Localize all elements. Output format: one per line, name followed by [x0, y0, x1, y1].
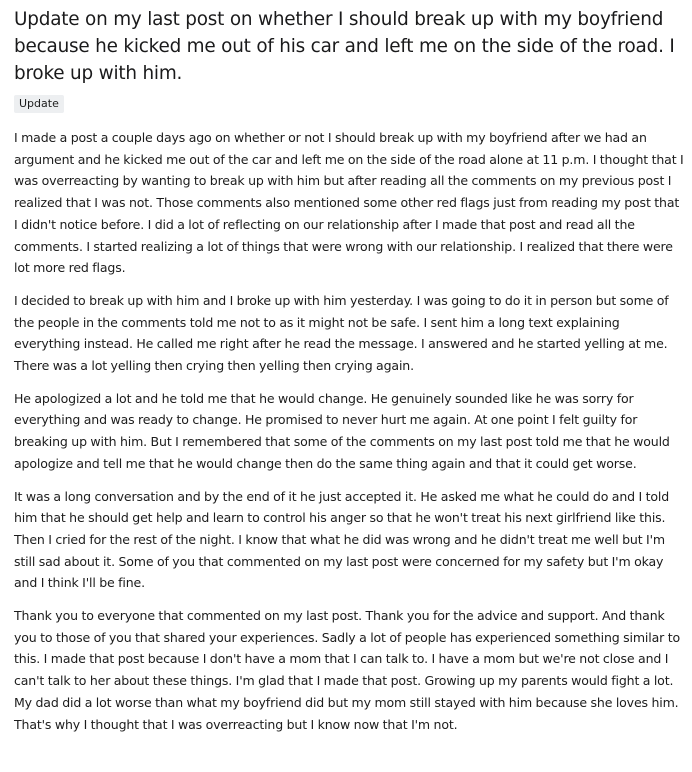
post-paragraph-1: I made a post a couple days ago on whether or not I should break up with my boyfriend after we had an argument and he kicked me out of the car and left me on the side of the road alone at 11 p.m. I thought that I was overreacting by wanting to break up with him but after reading all the comments on my previous post I realized that I was not. Those comments also mentioned some other red flags just from reading my post that I didn't notice before. I did a lot of reflecting on our relationship after I made that post and read all the comments. I started realizing a lot of things that were wrong with our relationship. I realized that there were lot more red flags.: [14, 130, 684, 276]
post-paragraph-2: I decided to break up with him and I broke up with him yesterday. I was going to do it in person but some of the people in the comments told me not to as it might not be safe. I sent him a long text explaining everything instead. He called me right after he read the message. I answered and he started yelling at me. There was a lot yelling then crying then yelling then crying again.: [14, 292, 669, 374]
post-paragraph-5: Thank you to everyone that commented on my last post. Thank you for the advice and support. And thank you to those of you that shared your experiences. Sadly a lot of people has experienced something similar to this. I made that post because I don't have a mom that I can talk to. I have a mom but we're not close and I can't talk to her about these things. I'm glad that I made that post. Growing up my parents would fight a lot. My dad did a lot worse than what my boyfriend did but my mom still stayed with him because she loves him. That's why I thought that I was overreacting but I know now that I'm not.: [14, 608, 680, 732]
post-body: [14, 127, 684, 735]
post-flair-update[interactable]: Update: [14, 95, 64, 113]
post-title[interactable]: Update on my last post on whether I should break up with my boyfriend because he kicked me out of his car and left me on the side of the road. I broke up with him.: [14, 9, 675, 84]
post-paragraph-4: It was a long conversation and by the end of it he just accepted it. He asked me what he could do and I told him that he should get help and learn to control his anger so that he won't treat his next girlfriend like this. Then I cried for the rest of the night. I know that what he did was wrong and he didn't treat me well but I'm still sad about it. Some of you that commented on my last post were concerned for my safety but I'm okay and I think I'll be fine.: [14, 488, 670, 591]
post-paragraph-3: He apologized a lot and he told me that he would change. He genuinely sounded like he was sorry for everything and was ready to change. He promised to never hurt me again. At one point I felt guilty for breaking up with him. But I remembered that some of the comments on my last post told me that he would apologize and tell me that he would change then do the same thing again and that it could get worse.: [14, 390, 670, 471]
